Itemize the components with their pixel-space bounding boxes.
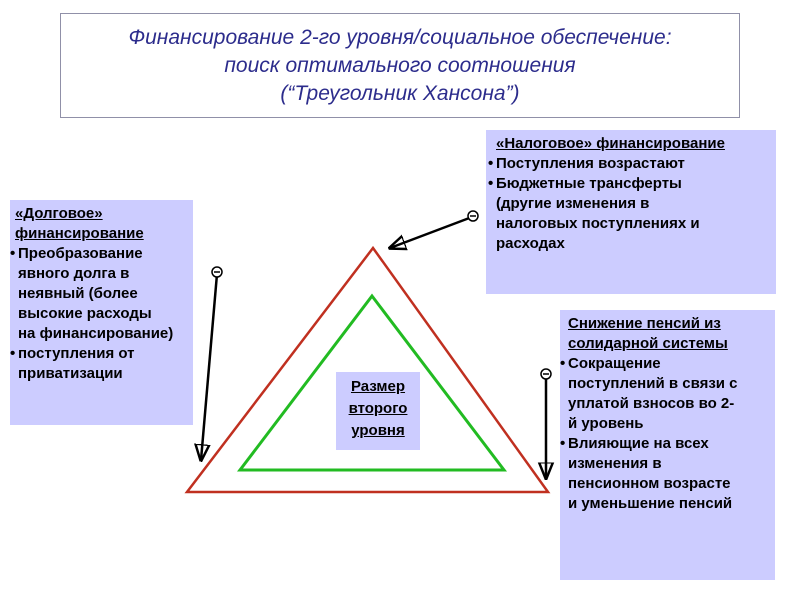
tax-financing-box <box>486 130 776 294</box>
pension-item-contributions <box>560 354 775 434</box>
tax-item-revenues: • Поступления возрастают <box>488 154 770 174</box>
debt-item1-line-5: на финансирование) <box>18 325 174 342</box>
pension-item2-line-1: • Влияющие на всех <box>568 435 709 452</box>
pension-item2-line-4: и уменьшение пенсий <box>568 495 733 512</box>
debt-item1-line-4: высокие расходы <box>18 305 152 322</box>
pension-item-retirement-age <box>560 434 775 514</box>
debt-arrow <box>201 274 217 460</box>
tax-arrow <box>390 217 472 248</box>
debt-heading-line-1: «Долговое» <box>15 205 103 222</box>
pension-item1-line-2: поступлений в связи с <box>568 375 738 392</box>
pension-reduction-box <box>560 310 775 580</box>
debt-item1-line-3: неявный (более <box>18 285 138 302</box>
tax-item-continuation-1: (другие изменения в <box>496 195 650 212</box>
center-label-line-1: Размер <box>350 378 406 395</box>
title-line-1: Финансирование 2-го уровня/социальное обеспечение: <box>128 26 672 49</box>
debt-heading-line-2: финансирование <box>15 225 144 242</box>
tax-item-continuation-2: налоговых поступлениях и <box>496 215 700 232</box>
debt-item1-line-2: явного долга в <box>18 265 130 282</box>
pension-heading-line-1: Снижение пенсий из <box>568 315 721 332</box>
second-level-size-label <box>336 372 420 450</box>
tax-financing-heading: «Налоговое» финансирование <box>496 135 725 152</box>
center-label-line-2: второго <box>348 400 408 417</box>
pension-item2-line-3: пенсионном возрасте <box>568 475 731 492</box>
debt-item-conversion <box>10 244 193 344</box>
debt-item-privatization <box>10 344 193 384</box>
title-line-3: (“Треугольник Хансона”) <box>280 82 520 105</box>
pension-item1-line-4: й уровень <box>568 415 644 432</box>
pension-item1-line-3: уплатой взносов во 2- <box>568 395 735 412</box>
debt-item1-line-1: • Преобразование <box>18 245 143 262</box>
debt-financing-box <box>10 200 193 425</box>
pension-heading-line-2: солидарной системы <box>568 335 728 352</box>
tax-item-continuation-3: расходах <box>496 235 565 252</box>
center-label-line-3: уровня <box>351 422 405 439</box>
pension-item1-line-1: • Сокращение <box>568 355 661 372</box>
debt-item2-line-2: приватизации <box>18 365 123 382</box>
debt-item2-line-1: • поступления от <box>18 345 135 362</box>
pension-item2-line-2: изменения в <box>568 455 662 472</box>
title-line-2: поиск оптимального соотношения <box>224 54 576 77</box>
tax-item-transfers: • Бюджетные трансферты <box>488 174 770 194</box>
